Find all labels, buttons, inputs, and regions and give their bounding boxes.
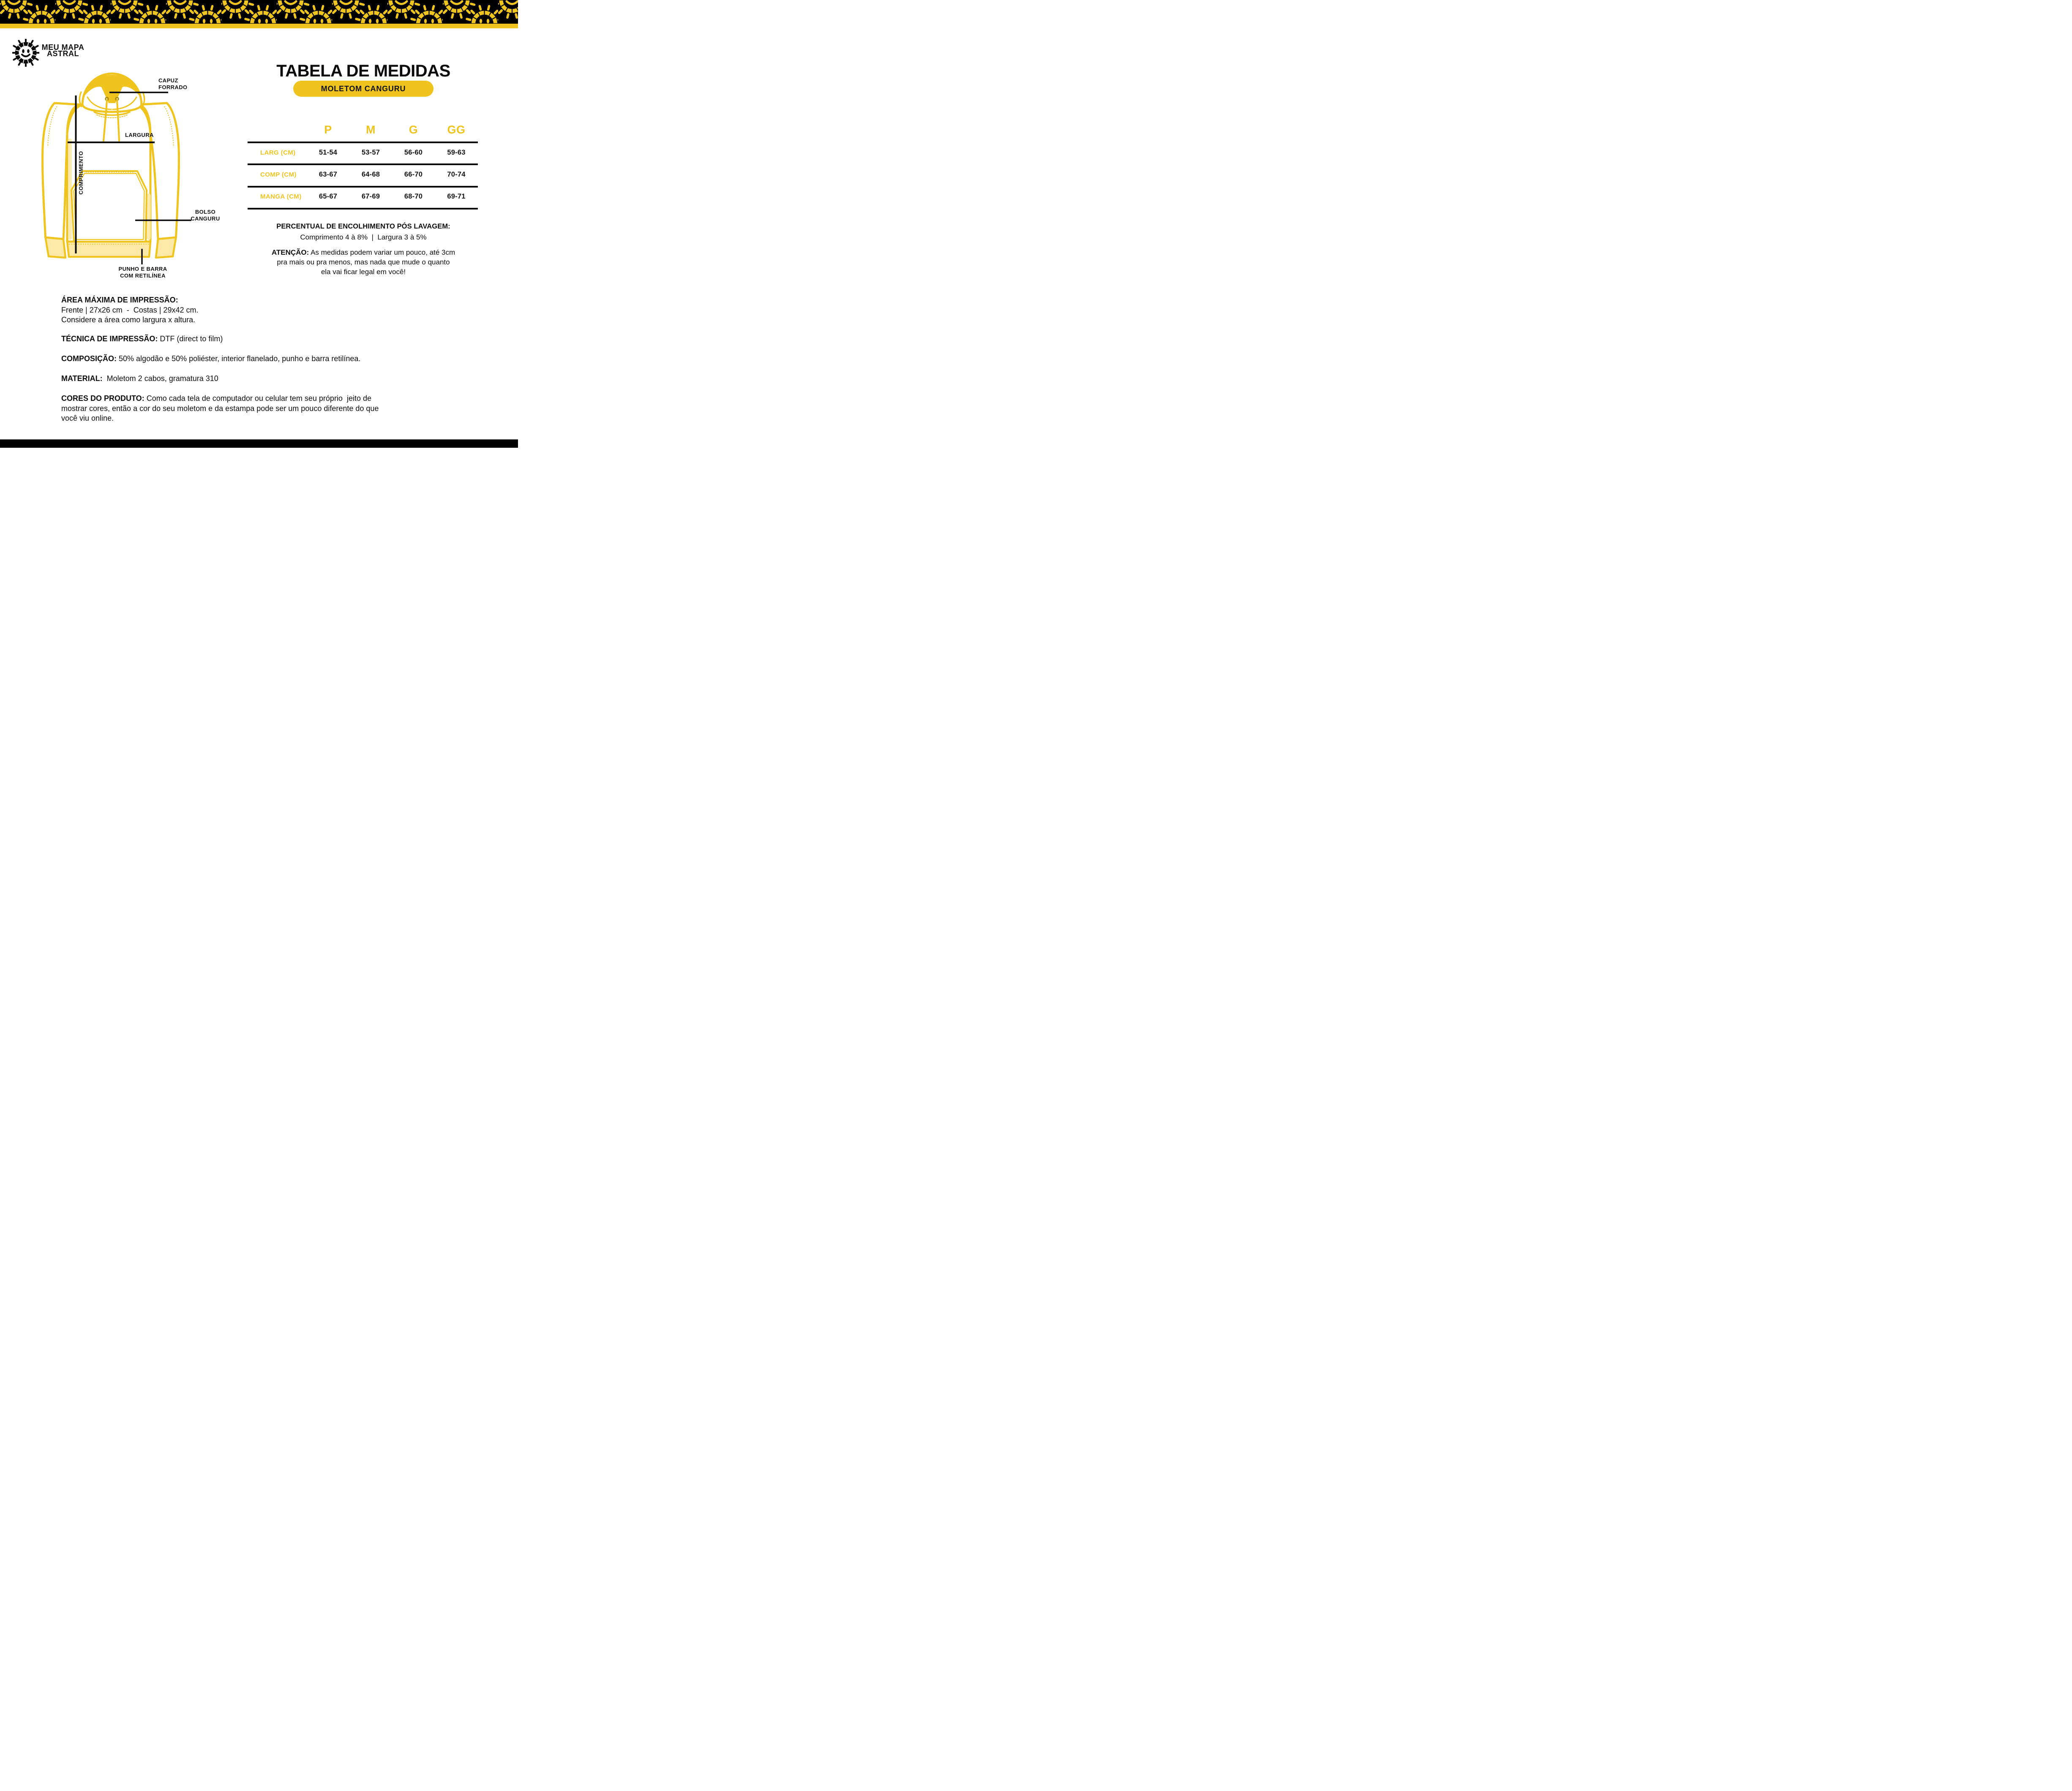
- cell-comp-gg: 70-74: [447, 170, 466, 178]
- product-colors-info: [61, 394, 379, 424]
- hem-label: [109, 266, 177, 279]
- brand-logo: [12, 39, 109, 68]
- shrinkage-values: Comprimento 4 à 8% | Largura 3 à 5%: [300, 233, 427, 241]
- hem-label-line1: PUNHO E BARRA: [118, 266, 167, 272]
- technique-label: TÉCNICA DE IMPRESSÃO:: [61, 335, 158, 343]
- technique-text: DTF (direct to film): [158, 335, 223, 343]
- brand-name-line1: MEU MAPA: [41, 43, 85, 52]
- size-column-g: G: [409, 123, 418, 136]
- cell-larg-g: 56-60: [404, 148, 423, 156]
- cell-manga-gg: 69-71: [447, 192, 466, 200]
- attention-line1: As medidas podem variar um pouco, até 3cm: [309, 248, 455, 256]
- attention-note: [257, 248, 470, 277]
- hoodie-drawing: [40, 71, 197, 267]
- zodiac-sun-smiley-icon: [12, 39, 39, 67]
- banner-yellow-bar: [0, 24, 518, 28]
- table-row-comp: [248, 163, 478, 185]
- material-label: MATERIAL:: [61, 374, 103, 383]
- cell-comp-p: 63-67: [319, 170, 338, 178]
- material-text: Moletom 2 cabos, gramatura 310: [102, 374, 218, 383]
- hem-label-line2: COM RETILÍNEA: [120, 272, 166, 279]
- hood-label-line2: FORRADO: [158, 84, 188, 90]
- row-label-comp: COMP (CM): [260, 171, 297, 178]
- hood-label: [158, 77, 188, 91]
- colors-line2: mostrar cores, então a cor do seu moletom e da estampa pode ser um pouco diferente do que: [61, 404, 379, 413]
- row-label-larg: LARG (CM): [260, 149, 296, 156]
- product-type-badge: MOLETOM CANGURU: [293, 81, 433, 97]
- cell-larg-gg: 59-63: [447, 148, 466, 156]
- table-row-manga: [248, 185, 478, 207]
- pocket-label-line1: BOLSO: [195, 209, 216, 215]
- colors-line3: você viu online.: [61, 414, 114, 422]
- size-chart-page: [0, 0, 518, 448]
- brand-name-line2: ASTRAL: [47, 49, 79, 58]
- hood-label-line1: CAPUZ: [158, 77, 178, 84]
- colors-label: CORES DO PRODUTO:: [61, 394, 144, 403]
- cell-manga-p: 65-67: [319, 192, 338, 200]
- shrinkage-title: PERCENTUAL DE ENCOLHIMENTO PÓS LAVAGEM:: [276, 223, 450, 230]
- attention-label: ATENÇÃO:: [271, 248, 309, 256]
- cell-larg-p: 51-54: [319, 148, 338, 156]
- composition-info: [61, 354, 360, 364]
- zodiac-sun-pattern-banner: [0, 0, 518, 24]
- print-area-line1: Frente | 27x26 cm - Costas | 29x42 cm.: [61, 305, 199, 314]
- table-divider: [248, 186, 478, 188]
- table-row-larg: [248, 142, 478, 163]
- cell-comp-m: 64-68: [361, 170, 380, 178]
- cell-larg-m: 53-57: [361, 148, 380, 156]
- print-area-label: ÁREA MÁXIMA DE IMPRESSÃO:: [61, 296, 178, 304]
- zodiac-sun-pattern-icon: [0, 0, 518, 24]
- size-column-p: P: [324, 123, 332, 136]
- colors-line1: Como cada tela de computador ou celular tem seu próprio jeito de: [144, 394, 371, 403]
- table-divider: [248, 208, 478, 210]
- print-technique-info: [61, 334, 223, 344]
- row-label-manga: MANGA (CM): [260, 193, 302, 200]
- attention-line3: ela vai ficar legal em você!: [321, 268, 406, 276]
- material-info: [61, 374, 218, 384]
- size-table-header: [248, 118, 478, 142]
- pocket-label-line2: CANGURU: [191, 215, 220, 222]
- length-label: COMPRIMENTO: [78, 151, 84, 195]
- width-label: LARGURA: [125, 132, 154, 138]
- table-divider: [248, 163, 478, 165]
- size-column-gg: GG: [447, 123, 466, 136]
- shrinkage-info: [257, 223, 470, 242]
- table-divider: [248, 142, 478, 143]
- size-column-m: M: [366, 123, 376, 136]
- cell-manga-g: 68-70: [404, 192, 423, 200]
- print-area-info: [61, 295, 198, 325]
- footer-bar: [0, 439, 518, 448]
- cell-manga-m: 67-69: [361, 192, 380, 200]
- page-title: TABELA DE MEDIDAS: [276, 62, 450, 80]
- pocket-label: [189, 209, 221, 222]
- attention-line2: pra mais ou pra menos, mas nada que mude o quanto: [277, 258, 450, 266]
- composition-text: 50% algodão e 50% poliéster, interior flanelado, punho e barra retilínea.: [117, 354, 361, 363]
- cell-comp-g: 66-70: [404, 170, 423, 178]
- size-table: [248, 118, 478, 209]
- print-area-line2: Considere a área como largura x altura.: [61, 316, 196, 324]
- composition-label: COMPOSIÇÃO:: [61, 354, 117, 363]
- hoodie-measurement-diagram: [38, 71, 232, 282]
- brand-name: [38, 44, 88, 57]
